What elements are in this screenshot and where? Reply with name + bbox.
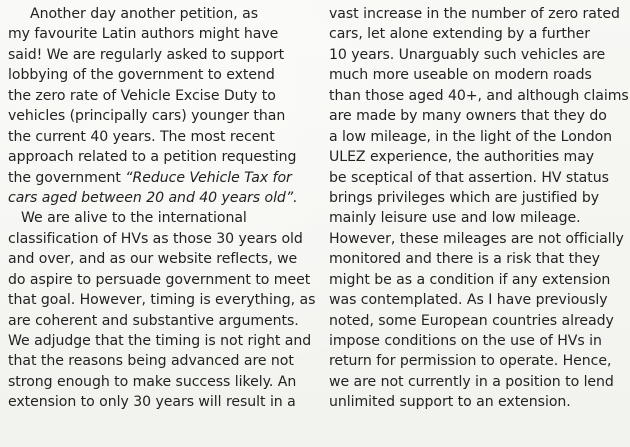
left-column-line: cars aged between 20 and 40 years old”. xyxy=(8,189,298,206)
right-column-line: was contemplated. As I have previously xyxy=(329,292,608,309)
left-column-line: are coherent and substantive arguments. xyxy=(8,312,299,329)
right-column-line: cars, let alone extending by a further xyxy=(329,26,591,43)
right-column-line: we are not currently in a position to lend xyxy=(329,373,614,390)
left-column-line: approach related to a petition requesting xyxy=(8,149,297,166)
left-column-line: Another day another petition, as xyxy=(30,6,258,22)
right-column-line: brings privileges which are justified by xyxy=(329,189,600,206)
left-column-line: and over, and as our website reflects, we xyxy=(8,251,298,268)
right-column-line: return for permission to operate. Hence, xyxy=(329,353,612,370)
left-column-line: said! We are regularly asked to support xyxy=(8,46,285,63)
right-column-line: However, these mileages are not officially xyxy=(329,230,624,247)
left-column-line: classification of HVs as those 30 years old xyxy=(8,230,303,247)
right-column-line: noted, some European countries already xyxy=(329,312,614,329)
right-text-column xyxy=(329,4,629,413)
right-column-line: be sceptical of that assertion. HV status xyxy=(329,169,609,186)
right-column-line: are made by many owners that they do xyxy=(329,108,607,125)
left-column-line: extension to only 30 years will result in a xyxy=(8,394,296,411)
right-column-line: monitored and there is a risk that they xyxy=(329,251,600,268)
right-column-line: might be as a condition if any extension xyxy=(329,271,611,288)
left-column-line xyxy=(8,168,312,188)
right-column-line: a low mileage, in the light of the London xyxy=(329,128,613,145)
left-column-line: vehicles (principally cars) younger than xyxy=(8,108,286,125)
right-column-line: impose conditions on the use of HVs in xyxy=(329,333,602,349)
right-column-line: vast increase in the number of zero rated xyxy=(329,6,620,22)
right-column-line: ULEZ experience, the authorities may xyxy=(329,149,595,166)
left-column-line: We are alive to the international xyxy=(21,210,247,227)
left-column-line: lobbying of the government to extend xyxy=(8,67,275,84)
left-column-line: the current 40 years. The most recent xyxy=(8,128,275,145)
right-column-line: mainly leisure use and low mileage. xyxy=(329,210,581,227)
petition-title-text: “Reduce Vehicle Tax for xyxy=(125,169,292,186)
left-column-line: that the reasons being advanced are not xyxy=(8,353,294,370)
left-column-line: do aspire to persuade government to meet xyxy=(8,271,311,288)
right-column-line: much more useable on modern roads xyxy=(329,67,592,84)
left-column-line: the zero rate of Vehicle Excise Duty to xyxy=(8,87,276,104)
left-column-line: strong enough to make success likely. An xyxy=(8,373,297,390)
left-column-line: that goal. However, timing is everything, as xyxy=(8,292,316,309)
right-column-line: 10 years. Unarguably such vehicles are xyxy=(329,46,606,63)
right-column-line: unlimited support to an extension. xyxy=(329,394,571,411)
left-text-column xyxy=(8,4,316,413)
left-column-line: We adjudge that the timing is not right and xyxy=(8,333,312,349)
left-column-line: my favourite Latin authors might have xyxy=(8,26,279,43)
line-text: the government xyxy=(8,169,126,186)
right-column-line: than those aged 40+, and although claims xyxy=(329,87,629,104)
